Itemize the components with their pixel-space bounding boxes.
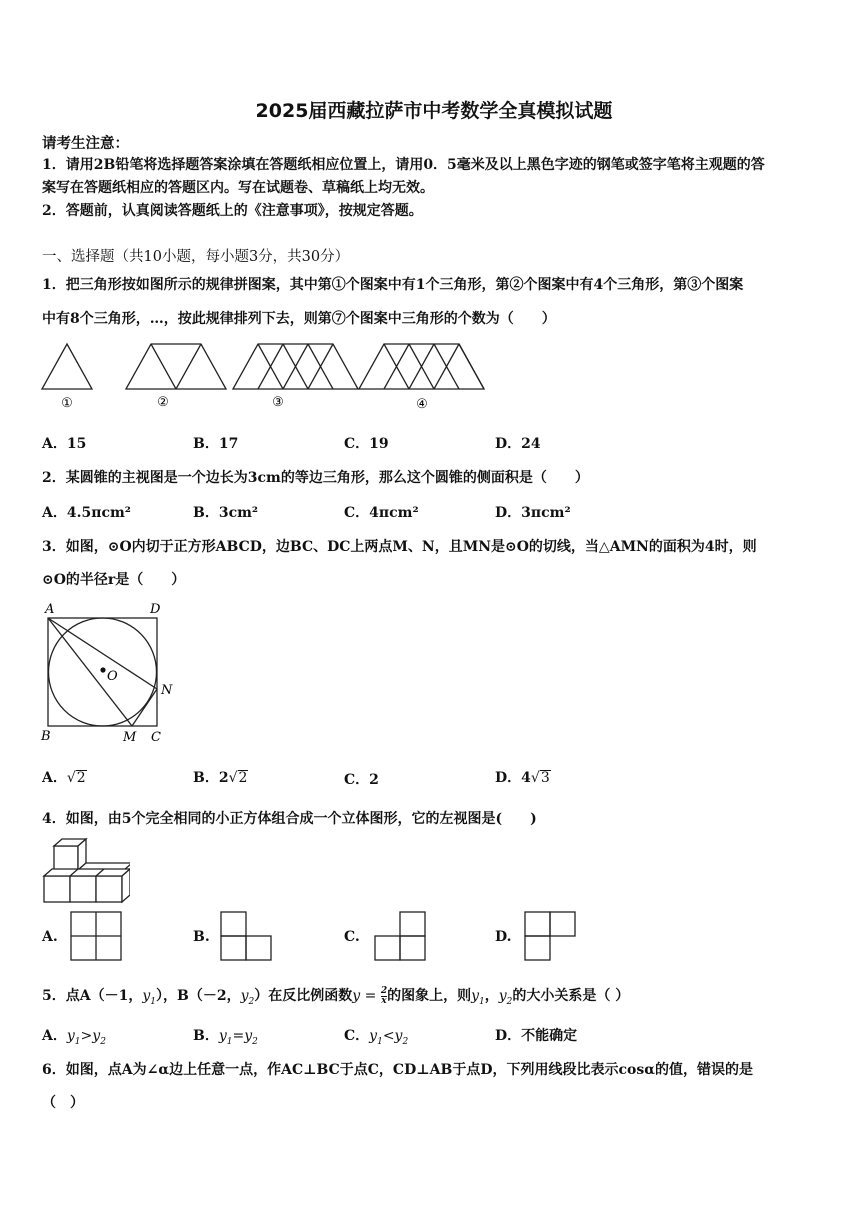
q4-option-a: A. — [42, 929, 58, 945]
label-a: A — [45, 602, 55, 617]
q2-option-c: C．4πcm² — [344, 505, 419, 521]
q4-option-b: B. — [193, 929, 210, 945]
q2-option-b: B．3cm² — [193, 505, 259, 521]
notice-heading: 请考生注意： — [42, 135, 129, 152]
section-heading: 一、选择题（共10小题，每小题3分，共30分） — [42, 249, 350, 265]
q5-option-d: D．不能确定 — [495, 1028, 578, 1044]
q4-option-d-figure — [522, 910, 578, 962]
pattern-label-2: ② — [157, 395, 169, 410]
label-b: B — [41, 729, 51, 744]
segment-an — [48, 618, 157, 689]
q1-option-c: C．19 — [344, 436, 389, 452]
segment-mn — [132, 689, 157, 726]
q3-option-a: A．√2 — [42, 770, 86, 786]
pattern-1-triangle — [42, 344, 92, 389]
q1-option-d: D．24 — [495, 436, 541, 452]
q3-square-circle-figure — [36, 598, 186, 746]
notice-line-1a: 1．请用2B铅笔将选择题答案涂填在答题纸相应位置上，请用0．5毫米及以上黑色字迹的钢笔或签字笔将主观题的答 — [42, 157, 765, 173]
q6-line-1: 6．如图，点A为∠α边上任意一点，作AC⊥BC于点C，CD⊥AB于点D，下列用线段比表示cosα的值，错误的是 — [42, 1062, 754, 1078]
q4-option-b-figure — [218, 910, 274, 962]
pattern-4 — [359, 344, 484, 389]
q3-option-b: B．2√2 — [193, 770, 248, 786]
q4-text: 4．如图，由5个完全相同的小正方体组合成一个立体图形，它的左视图是( ) — [42, 811, 537, 827]
page-title: 2025届西藏拉萨市中考数学全真模拟试题 — [255, 100, 613, 122]
q4-cube-solid-figure — [40, 836, 130, 904]
pattern-label-1: ① — [61, 396, 73, 411]
q4-option-a-figure — [68, 910, 124, 962]
pattern-3 — [233, 344, 358, 389]
q1-option-b: B．17 — [193, 436, 239, 452]
q2-option-a: A．4.5πcm² — [42, 505, 131, 521]
label-n: N — [161, 683, 173, 698]
pattern-label-3: ③ — [272, 395, 284, 410]
q6-line-2: （ ） — [42, 1095, 84, 1111]
pattern-2 — [126, 344, 226, 389]
q1-line-2: 中有8个三角形，…，按此规律排列下去，则第⑦个图案中三角形的个数为（ ） — [42, 311, 556, 327]
q2-text: 2．某圆锥的主视图是一个边长为3cm的等边三角形，那么这个圆锥的侧面积是（ ） — [42, 470, 589, 486]
label-m: M — [123, 730, 137, 745]
segment-am — [48, 618, 132, 726]
q5-text: 5．点A（－1，$y_1$），B（－2，$y_2$）在反比例函数y = $\frac{2}{x}$ 的图象上，则$y_1$，$y_2$的大小关系是（ ） — [42, 985, 630, 1007]
q4-option-c-figure — [372, 910, 428, 962]
label-o: O — [107, 669, 118, 684]
q5-option-b: B．$y_1=y_2$ — [193, 1028, 258, 1047]
q5-option-c: C．$y_1<y_2$ — [344, 1028, 409, 1047]
pattern-label-4: ④ — [416, 397, 428, 412]
q1-line-1: 1．把三角形按如图所示的规律拼图案，其中第①个图案中有1个三角形，第②个图案中有4个三角形，第③个图案 — [42, 277, 744, 293]
q1-option-a: A．15 — [42, 436, 87, 452]
notice-line-1b: 案写在答题纸相应的答题区内。写在试题卷、草稿纸上均无效。 — [42, 180, 434, 196]
label-d: D — [150, 602, 161, 617]
q1-triangle-patterns — [36, 338, 496, 413]
q3-line-1: 3．如图，⊙O内切于正方形ABCD，边BC、DC上两点M、N，且MN是⊙O的切线，当△AMN的面积为4时，则 — [42, 539, 757, 555]
q4-option-c: C. — [344, 929, 360, 945]
q3-line-2: ⊙O的半径r是（ ） — [42, 572, 186, 588]
q2-option-d: D．3πcm² — [495, 505, 571, 521]
q5-option-a: A．$y_1>y_2$ — [42, 1028, 106, 1047]
notice-line-2: 2．答题前，认真阅读答题纸上的《注意事项》，按规定答题。 — [42, 203, 423, 219]
q4-option-d: D. — [495, 929, 512, 945]
center-point — [100, 667, 105, 672]
q3-option-d: D．4√3 — [495, 770, 550, 786]
q3-option-c: C．2 — [344, 772, 379, 788]
label-c: C — [151, 730, 161, 745]
